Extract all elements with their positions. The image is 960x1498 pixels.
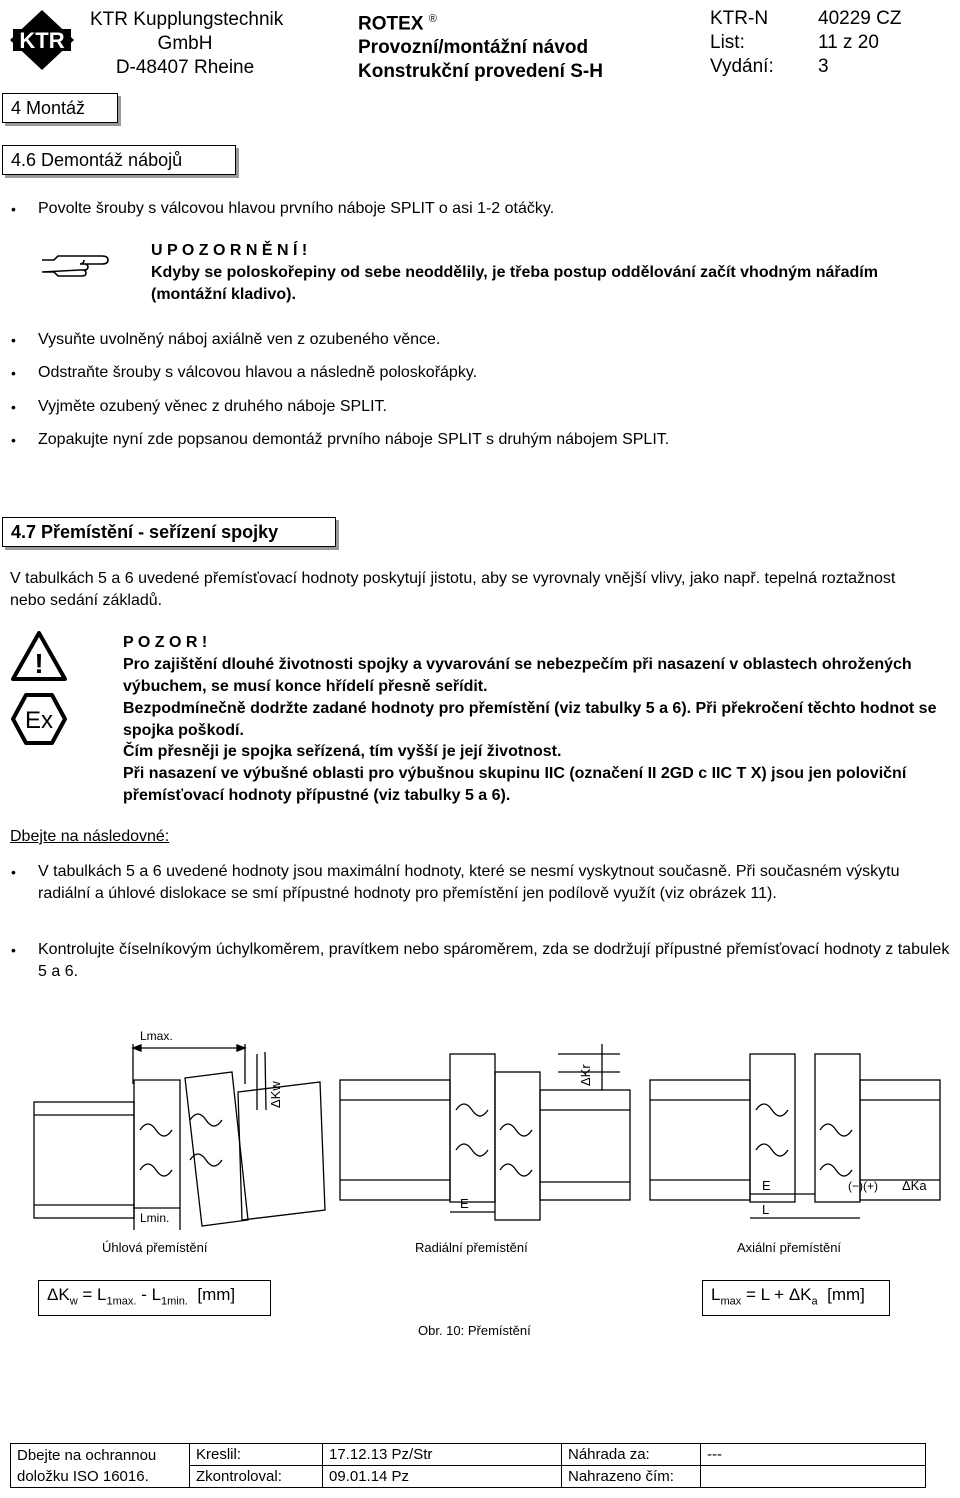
figure-caption-axial: Axiální přemístění <box>737 1240 842 1255</box>
ex-text: Ex <box>24 707 54 734</box>
document-title <box>358 7 603 84</box>
section-4-7-title: 4.7 Přemístění - seřízení spojky <box>2 517 336 547</box>
dka-label: ΔKa <box>902 1178 927 1193</box>
drawn-label: Kreslil: <box>190 1444 323 1466</box>
dkr-label: ΔKr <box>578 1064 593 1086</box>
list-item: • Povolte šrouby s válcovou hlavou prvního náboje SPLIT o asi 1-2 otáčky. <box>38 198 938 220</box>
figure-caption-radial: Radiální přemístění <box>415 1240 528 1255</box>
figure-caption-angular: Úhlová přemístění <box>102 1240 208 1255</box>
replaced-label: Nahrazeno čím: <box>562 1466 701 1488</box>
ex-hexagon-icon <box>10 692 68 751</box>
list-item: • Zopakujte nyní zde popsanou demontáž prvního náboje SPLIT s druhým nábojem SPLIT. <box>38 429 938 451</box>
ref-label: KTR-N <box>710 8 769 29</box>
list-item: • Kontrolujte číselníkovým úchylkoměrem, pravítkem nebo spároměrem, zda se dodržují přípustné přemísťovací hodnoty z tabulek 5 a 6. <box>38 939 958 983</box>
list-item: • Odstraňte šrouby s válcovou hlavou a následně poloskořápky. <box>38 362 938 384</box>
minus-plus-label: (−)(+) <box>848 1179 878 1193</box>
note-text: Kdyby se poloskořepiny od sebe neoddělily, je třeba postup oddělování začít vhodným nářadím (montážní kladivo). <box>151 264 878 303</box>
replaced-value <box>701 1466 926 1488</box>
section-intro: V tabulkách 5 a 6 uvedené přemísťovací hodnoty poskytují jistotu, aby se vyrovnaly vnější vlivy, jako např. tepelná roztažnost nebo sedání základů. <box>10 570 896 609</box>
note-title: U P O Z O R N Ě N Í ! <box>151 242 308 259</box>
warning-triangle-icon <box>10 630 68 687</box>
list-item: • Vyjměte ozubený věnec z druhého náboje SPLIT. <box>38 396 938 418</box>
lmax-label: Lmax. <box>140 1029 173 1043</box>
registered-mark: ® <box>428 13 437 25</box>
sheet-value: 11 z 20 <box>818 32 879 53</box>
ref-value: 40229 CZ <box>818 8 902 29</box>
warning-line: Čím přesněji je spojka seřízená, tím vyšší je její životnost. <box>123 743 562 760</box>
edition-label: Vydání: <box>710 56 774 77</box>
axial-displacement-drawing <box>640 1040 950 1235</box>
company-line1: KTR Kupplungstechnik <box>90 9 284 30</box>
company-line3: D-48407 Rheine <box>115 57 255 78</box>
drawn-value: 17.12.13 Pz/Str <box>323 1444 562 1466</box>
pointing-hand-icon <box>40 250 112 283</box>
warning-line: Při nasazení ve výbušné oblasti pro výbušnou skupinu IIC (označení II 2GD c IIC T X) jsou jen poloviční přemísťovací hodnoty přípustné (viz tabulky 5 a 6). <box>123 765 907 804</box>
footer-table <box>10 1443 926 1488</box>
e-right-label: E <box>762 1178 771 1193</box>
section-4-6-title: 4.6 Demontáž nábojů <box>2 145 236 175</box>
section-4-title: 4 Montáž <box>2 93 118 123</box>
figure-caption: Obr. 10: Přemístění <box>418 1323 531 1338</box>
warning-line: Bezpodmínečně dodržte zadané hodnoty pro přemístění (viz tabulky 5 a 6). Při překročení těchto hodnot se spojka poškodí. <box>123 700 937 739</box>
checked-label: Zkontroloval: <box>190 1466 323 1488</box>
logo-text: KTR <box>19 28 65 53</box>
list-item: • Vysuňte uvolněný náboj axiálně ven z ozubeného věnce. <box>38 329 938 351</box>
radial-displacement-drawing <box>330 1040 640 1235</box>
list-item: • V tabulkách 5 a 6 uvedené hodnoty jsou maximální hodnoty, které se nesmí vyskytnout současně. Při současném výskytu radiální a úhlové dislokace se smí přípustné hodnoty pro přemístění jen podílově využít (viz obrázek 11). <box>38 861 938 905</box>
l-right-label: L <box>762 1202 770 1217</box>
company-name <box>90 8 284 80</box>
angular-displacement-drawing <box>20 1020 330 1235</box>
sheet-label: List: <box>710 32 745 53</box>
formula-axial: $L_{max} = L + \Delta K_a$ [mm] <box>702 1280 890 1316</box>
e-mid-label: E <box>460 1196 469 1211</box>
ktr-logo-icon <box>8 8 76 72</box>
warning-title: P O Z O R ! <box>123 634 208 651</box>
checked-value: 09.01.14 Pz <box>323 1466 562 1488</box>
lmin-label: Lmin. <box>140 1211 170 1225</box>
dkw-label: ΔKw <box>268 1081 283 1108</box>
replace-label: Náhrada za: <box>562 1444 701 1466</box>
replace-value: --- <box>701 1444 926 1466</box>
exclamation-text: ! <box>34 648 44 679</box>
doc-variant: Konstrukční provedení S-H <box>358 61 603 83</box>
observe-title: Dbejte na následovné: <box>10 828 170 845</box>
product-name: ROTEX <box>358 13 424 35</box>
warning-line: Pro zajištění dlouhé životnosti spojky a vyvarování se nebezpečím při nasazení v oblastech ohrožených výbuchem, se musí konce hřídelí přesně seřídit. <box>123 656 912 695</box>
doc-type: Provozní/montážní návod <box>358 37 589 59</box>
edition-value: 3 <box>818 56 829 77</box>
doc-meta <box>710 7 901 79</box>
ktr-logo <box>8 8 76 72</box>
protection-note: Dbejte na ochrannou doložku ISO 16016. <box>11 1444 190 1488</box>
formula-angular: $\Delta K_w = L_{1max.} - L_{1min.}$ [mm] <box>38 1280 271 1316</box>
company-line2: GmbH <box>157 33 213 54</box>
